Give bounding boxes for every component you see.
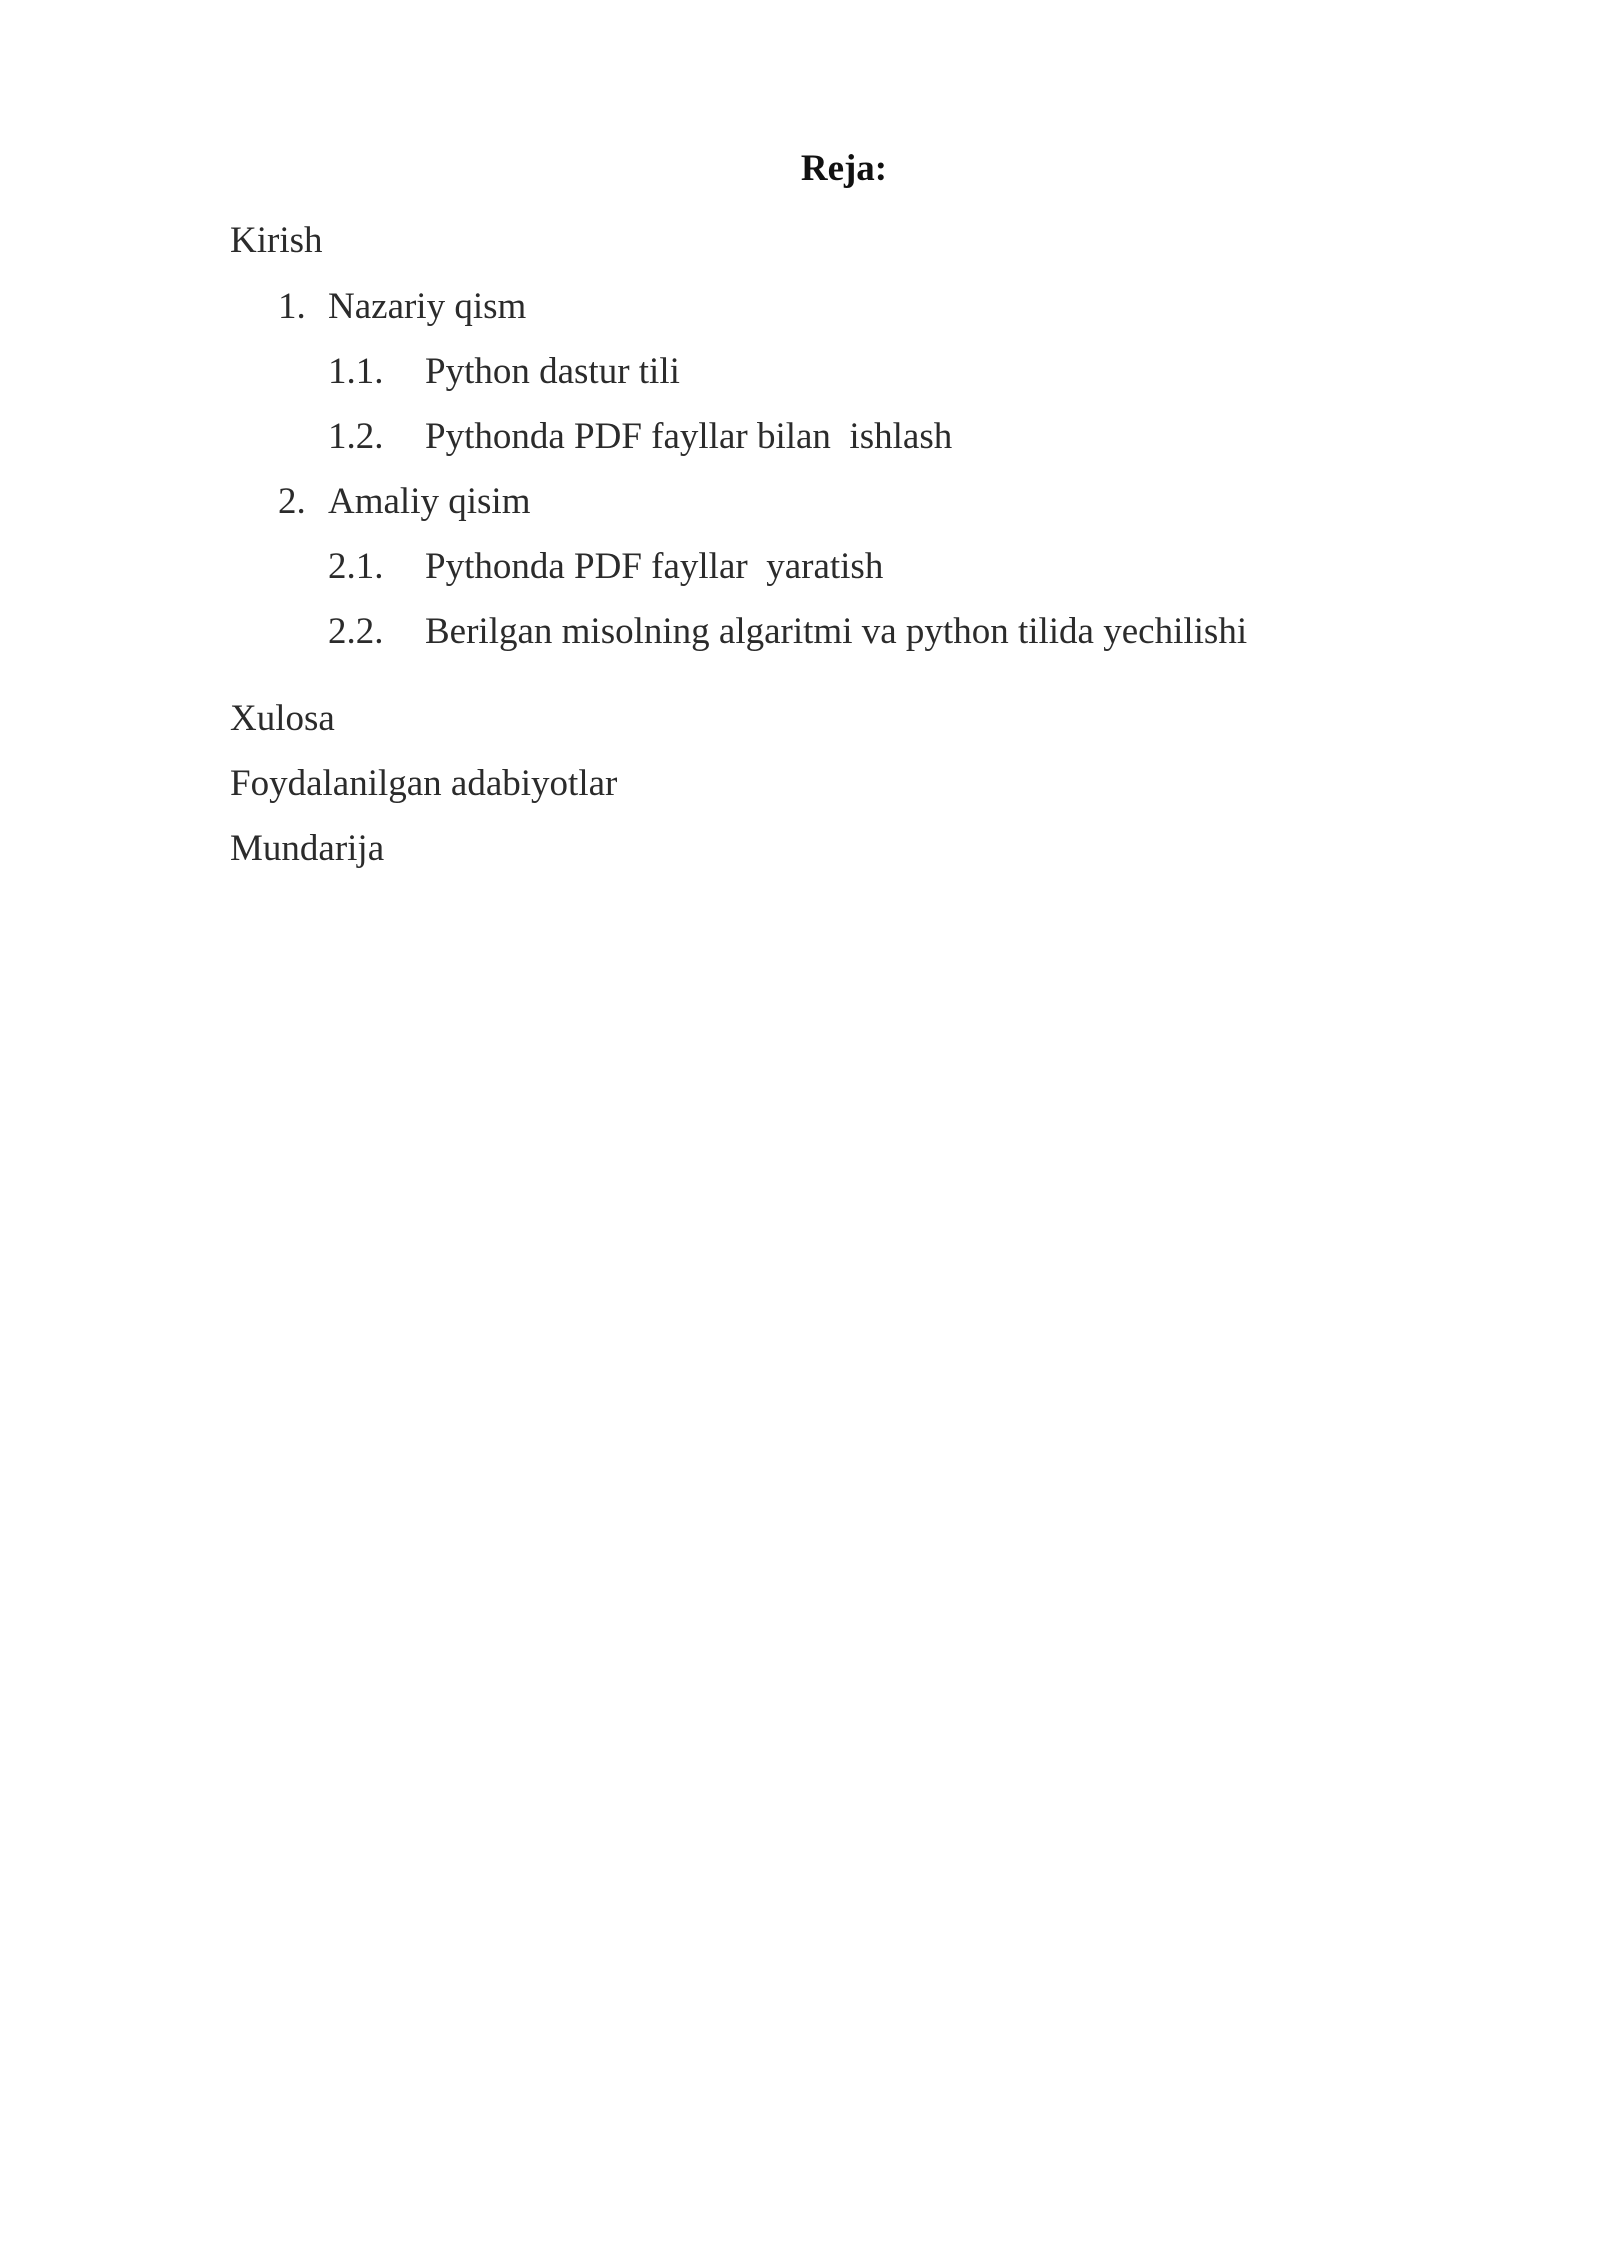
section-label: Nazariy qism (328, 286, 527, 327)
subsection-number: 1.2. (328, 416, 384, 457)
subsection-label: Berilgan misolning algaritmi va python tilida yechilishi (425, 611, 1248, 652)
subsection-label: Pythonda PDF fayllar bilan ishlash (425, 416, 953, 457)
subsection-label: Pythonda PDF fayllar yaratish (425, 546, 884, 587)
page-title: Reja: (800, 148, 888, 189)
subsection-number: 2.2. (328, 611, 384, 652)
subsection-label: Python dastur tili (425, 351, 680, 392)
toc-item-references: Foydalanilgan adabiyotlar (230, 763, 618, 804)
toc-item-intro: Kirish (230, 220, 323, 261)
subsection-number: 1.1. (328, 351, 384, 392)
toc-item-contents: Mundarija (230, 828, 385, 869)
toc-item-conclusion: Xulosa (230, 698, 335, 739)
section-number: 2. (278, 481, 306, 522)
section-label: Amaliy qisim (328, 481, 531, 522)
section-number: 1. (278, 286, 306, 327)
subsection-number: 2.1. (328, 546, 384, 587)
